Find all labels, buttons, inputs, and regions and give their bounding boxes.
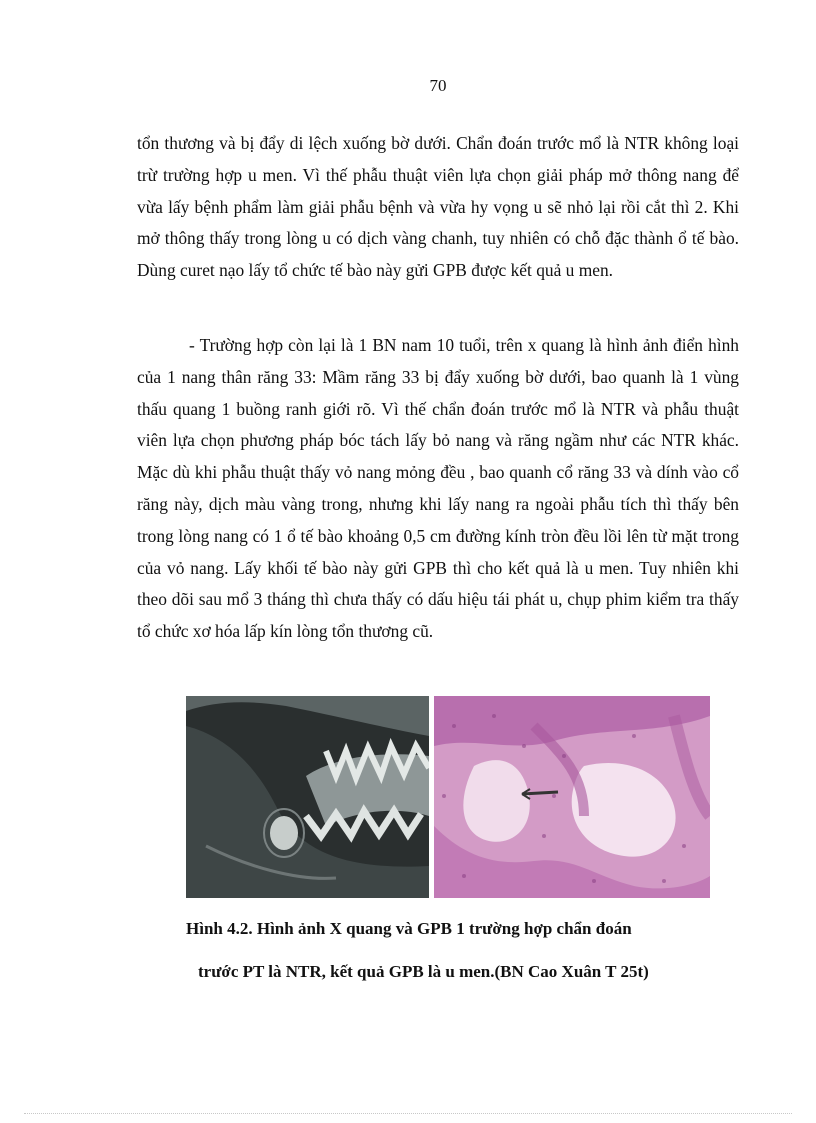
histopathology-image: [434, 696, 710, 898]
figure-4-2: [186, 696, 710, 898]
body-paragraph-2: - Trường hợp còn lại là 1 BN nam 10 tuổi, trên x quang là hình ảnh điển hình của 1 nang thân răng 33: Mầm răng 33 bị đẩy xuống bờ dưới, bao quanh là 1 vùng thấu quang 1 buồng ranh giới rõ. Vì thế chẩn đoán trước mổ là NTR và phẫu thuật viên lựa chọn phương pháp bóc tách lấy bỏ nang và răng ngầm như các NTR khác. Mặc dù khi phẫu thuật thấy vỏ nang mỏng đều , bao quanh cổ răng 33 và dính vào cổ răng này, dịch màu vàng trong, nhưng khi lấy nang ra ngoài phẫu tích thì thấy bên trong lòng nang có 1 ổ tế bào khoảng 0,5 cm đường kính tròn đều lồi lên từ mặt trong của vỏ nang. Lấy khối tế bào này gửi GPB thì cho kết quả là u men. Tuy nhiên khi theo dõi sau mổ 3 tháng thì chưa thấy có dấu hiệu tái phát u, chụp phim kiểm tra thấy tổ chức xơ hóa lấp kín lòng tổn thương cũ.: [137, 335, 739, 642]
page-number: 70: [429, 76, 447, 95]
figure-caption-line-2: trước PT là NTR, kết quả GPB là u men.(BN Cao Xuân T 25t): [198, 962, 649, 981]
body-paragraph-1: tổn thương và bị đẩy di lệch xuống bờ dưới. Chẩn đoán trước mổ là NTR không loại trừ trường hợp u men. Vì thế phẫu thuật viên lựa chọn giải pháp mở thông nang để vừa lấy bệnh phẩm làm giải phẫu bệnh và vừa hy vọng u sẽ nhỏ lại rồi cắt thì 2. Khi mở thông thấy trong lòng u có dịch vàng chanh, tuy nhiên có chỗ đặc thành ổ tế bào. Dùng curet nạo lấy tổ chức tế bào này gửi GPB được kết quả u men.: [137, 133, 739, 281]
bottom-divider: [24, 1113, 792, 1114]
xray-illustration: [186, 696, 429, 898]
figure-caption-line-1: Hình 4.2. Hình ảnh X quang và GPB 1 trường hợp chẩn đoán: [186, 919, 632, 938]
xray-image: [186, 696, 429, 898]
histology-illustration: [434, 696, 710, 898]
